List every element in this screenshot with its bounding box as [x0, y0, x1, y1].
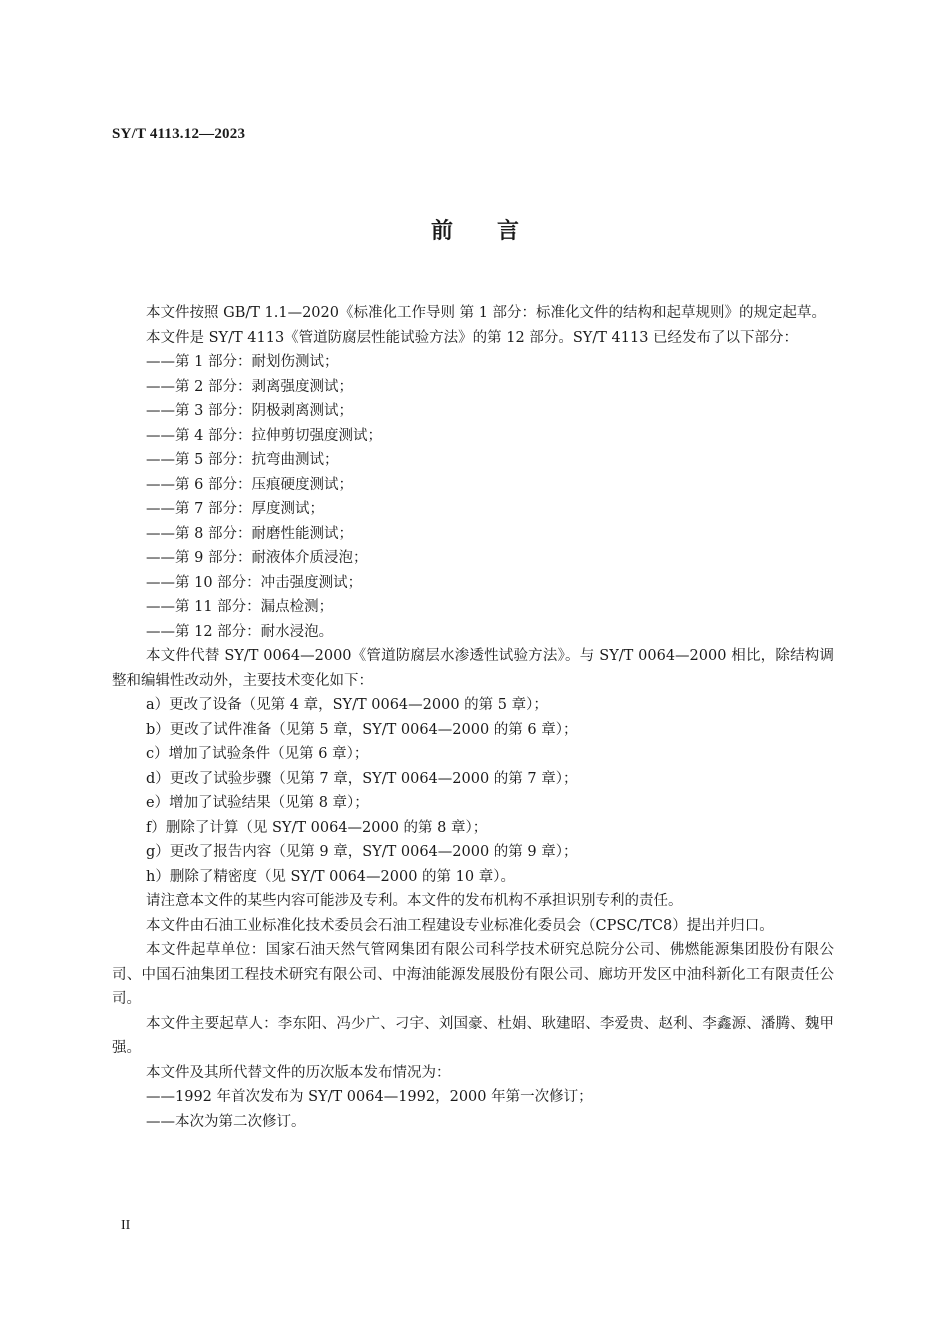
- list-item: ——第 7 部分：厚度测试；: [146, 501, 324, 517]
- list-item: e）增加了试验结果（见第 8 章）；: [146, 795, 369, 811]
- intro-paragraph: 本文件按照 GB/T 1.1—2020《标准化工作导则 第 1 部分：标准化文件的结构和起草规则》的规定起草。: [146, 305, 827, 321]
- list-item: ——1992 年首次发布为 SY/T 0064—1992，2000 年第一次修订；: [146, 1089, 593, 1105]
- drafting-units-paragraph: 本文件起草单位：国家石油天然气管网集团有限公司科学技术研究总院分公司、佛燃能源集团股份有限公司、中国石油集团工程技术研究有限公司、中海油能源发展股份有限公司、廊坊开发区中油科新化工有限责任公司。: [112, 942, 834, 1007]
- list-item: ——第 5 部分：抗弯曲测试；: [146, 452, 339, 468]
- list-item: ——本次为第二次修订。: [146, 1113, 306, 1130]
- standard-code: SY/T 4113.12—2023: [112, 126, 246, 142]
- foreword-body: [112, 301, 834, 1134]
- list-item: d）更改了试验步骤（见第 7 章，SY/T 0064—2000 的第 7 章）；: [146, 770, 578, 787]
- parts-list: [112, 350, 834, 644]
- history-intro: 本文件及其所代替文件的历次版本发布情况为：: [146, 1064, 451, 1081]
- list-item: a）更改了设备（见第 4 章，SY/T 0064—2000 的第 5 章）；: [146, 697, 548, 713]
- list-item: ——第 11 部分：漏点检测；: [146, 599, 334, 615]
- list-item: ——第 6 部分：压痕硬度测试；: [146, 476, 353, 493]
- history-list: [112, 1085, 834, 1134]
- page-number: II: [121, 1218, 131, 1233]
- list-item: c）增加了试验条件（见第 6 章）；: [146, 746, 369, 762]
- list-item: ——第 12 部分：耐水浸泡。: [146, 623, 334, 640]
- list-item: ——第 8 部分：耐磨性能测试；: [146, 525, 353, 542]
- list-item: g）更改了报告内容（见第 9 章，SY/T 0064—2000 的第 9 章）；: [146, 844, 578, 860]
- intro-paragraph: 本文件是 SY/T 4113《管道防腐层性能试验方法》的第 12 部分。SY/T 4113 已经发布了以下部分：: [146, 329, 799, 346]
- list-item: b）更改了试件准备（见第 5 章，SY/T 0064—2000 的第 6 章）；: [146, 721, 578, 738]
- patent-note: 请注意本文件的某些内容可能涉及专利。本文件的发布机构不承担识别专利的责任。: [146, 893, 683, 909]
- drafters-paragraph: 本文件主要起草人：李东阳、冯少广、刁宇、刘国豪、杜娟、耿建昭、李爱贵、赵利、李鑫源、潘腾、魏甲强。: [112, 1015, 834, 1056]
- page-title: 前言: [430, 219, 563, 244]
- list-item: ——第 9 部分：耐液体介质浸泡；: [146, 550, 368, 566]
- proposer-paragraph: 本文件由石油工业标准化技术委员会石油工程建设专业标准化委员会（CPSC/TC8）提出并归口。: [146, 917, 774, 934]
- list-item: ——第 10 部分：冲击强度测试；: [146, 574, 363, 591]
- list-item: ——第 2 部分：剥离强度测试；: [146, 378, 353, 395]
- list-item: ——第 3 部分：阴极剥离测试；: [146, 403, 353, 419]
- replace-paragraph: 本文件代替 SY/T 0064—2000《管道防腐层水渗透性试验方法》。与 SY/T 0064—2000 相比，除结构调整和编辑性改动外，主要技术变化如下：: [112, 648, 834, 689]
- list-item: ——第 1 部分：耐划伤测试；: [146, 354, 339, 370]
- list-item: ——第 4 部分：拉伸剪切强度测试；: [146, 427, 382, 444]
- changes-list: [112, 693, 834, 889]
- list-item: h）删除了精密度（见 SY/T 0064—2000 的第 10 章）。: [146, 868, 515, 885]
- list-item: f）删除了计算（见 SY/T 0064—2000 的第 8 章）；: [146, 819, 488, 836]
